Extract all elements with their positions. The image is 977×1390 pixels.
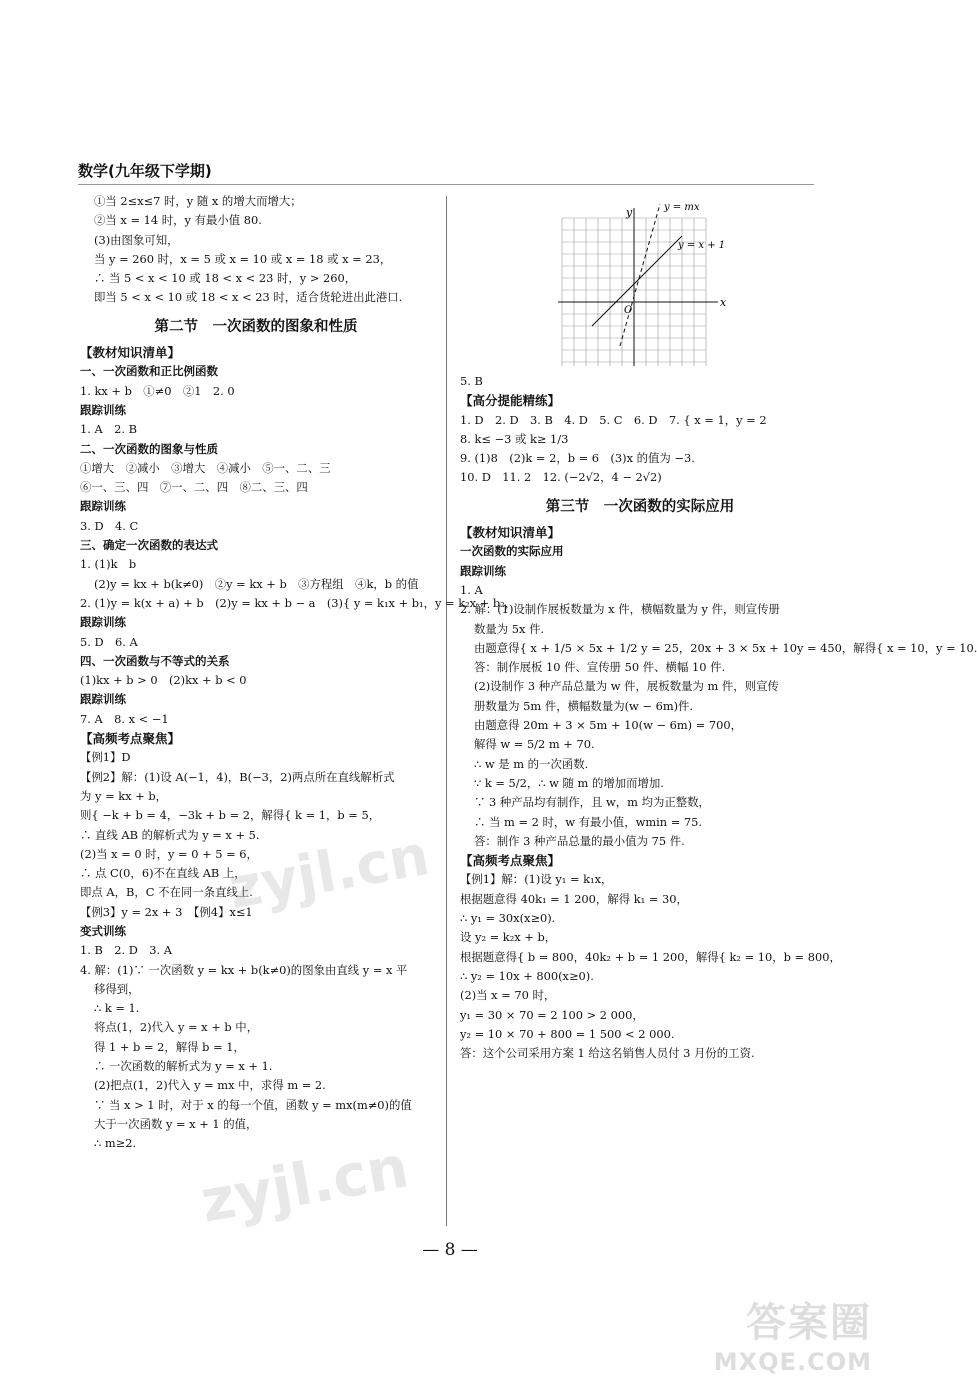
x-axis-label: x xyxy=(720,296,727,309)
text-line: y₁ = 30 × 70 = 2 100 > 2 000， xyxy=(460,1007,644,1022)
header-rule xyxy=(78,184,814,185)
text-line: 1. A 2. B xyxy=(80,422,137,437)
label-y-mx: y = mx xyxy=(664,202,700,213)
text-line: 由题意得 20m + 3 × 5m + 10(w − 6m) = 700， xyxy=(474,718,743,733)
y-axis-label: y xyxy=(626,206,633,219)
text-line: 【例2】解：(1)设 A(−1，4)，B(−3，2)两点所在直线解析式 xyxy=(80,769,395,784)
text-line: 根据题意得{ b = 800，40k₂ + b = 1 200，解得{ k₂ = 10，b = 800， xyxy=(460,949,841,964)
text-line: ∴ m≥2. xyxy=(94,1136,137,1151)
text-line: (2)y = kx + b(k≠0) ②y = kx + b ③方程组 ④k，b 的值 xyxy=(94,576,419,591)
text-line: 答：制作 3 种产品总量的最小值为 75 件. xyxy=(474,833,685,848)
label-y-x-plus-1: y = x + 1 xyxy=(678,240,726,251)
section-heading: 【高分提能精练】 xyxy=(460,393,561,409)
subheading: 二、一次函数的图象与性质 xyxy=(80,441,218,456)
text-line: ②当 x = 14 时，y 有最小值 80. xyxy=(94,213,262,228)
text-line: (2)设制作 3 种产品总量为 w 件，展板数量为 m 件，则宣传 xyxy=(474,679,779,694)
text-line: 【例3】y = 2x + 3 【例4】x≤1 xyxy=(80,904,253,919)
text-line: ∴ y₁ = 30x(x≥0). xyxy=(460,911,556,926)
text-line: 即当 5 < x < 10 或 18 < x < 23 时，适合货轮进出此港口. xyxy=(94,290,403,305)
text-line: ∴ 当 5 < x < 10 或 18 < x < 23 时，y > 260， xyxy=(94,271,357,286)
text-line: ∵ 3 种产品均有制作，且 w，m 均为正整数， xyxy=(474,795,710,810)
text-line: 1. (1)k b xyxy=(80,557,137,572)
text-line: 5. D 6. A xyxy=(80,634,138,649)
text-line: ∵ k = 5/2，∴ w 随 m 的增加而增加. xyxy=(474,775,664,790)
subheading: 跟踪训练 xyxy=(80,402,126,417)
line-y-mx xyxy=(620,204,660,346)
text-line: ∴ 直线 AB 的解析式为 y = x + 5. xyxy=(80,827,260,842)
text-line: 当 y = 260 时，x = 5 或 x = 10 或 x = 18 或 x = 23， xyxy=(94,251,392,266)
text-line: (2)把点(1，2)代入 y = mx 中，求得 m = 2. xyxy=(94,1078,326,1093)
text-line: 1. B 2. D 3. A xyxy=(80,943,172,958)
watermark-logo: 答案圈 xyxy=(746,1300,872,1346)
text-line: 根据题意得 40k₁ = 1 200，解得 k₁ = 30， xyxy=(460,891,688,906)
text-line: 【例1】D xyxy=(80,750,131,765)
column-divider xyxy=(446,196,447,1226)
text-line: 大于一次函数 y = x + 1 的值， xyxy=(94,1116,258,1131)
text-line: ∵ 当 x > 1 时，对于 x 的每一个值，函数 y = mx(m≠0)的值 xyxy=(94,1097,412,1112)
right-column xyxy=(460,192,977,1063)
text-line: 由题意得{ x + 1/5 × 5x + 1/2 y = 25，20x + 3 × 5x + 10y = 450，解得{ x = 10，y = 10. xyxy=(474,640,977,655)
text-line: 7. A 8. x < −1 xyxy=(80,711,169,726)
text-line: 1. D 2. D 3. B 4. D 5. C 6. D 7. { x = 1，y = 2 xyxy=(460,412,767,427)
text-line: ∴ w 是 m 的一次函数. xyxy=(474,756,589,771)
section-heading: 【教材知识清单】 xyxy=(80,345,181,361)
page-number: — 8 — xyxy=(422,1240,478,1260)
text-line: 1. A xyxy=(460,582,483,597)
subheading: 跟踪训练 xyxy=(80,615,126,630)
text-line: 即点 A，B，C 不在同一条直线上. xyxy=(80,885,253,900)
text-line: 得 1 + b = 2，解得 b = 1， xyxy=(94,1039,245,1054)
line-y-x-plus-1 xyxy=(592,236,682,326)
text-line: 3. D 4. C xyxy=(80,518,139,533)
text-line: ⑥一、三、四 ⑦一、二、四 ⑧二、三、四 xyxy=(80,480,308,495)
function-graph xyxy=(558,196,730,368)
text-line: 册数量为 5m 件，横幅数量为(w − 6m)件. xyxy=(474,698,694,713)
section-heading: 【高频考点聚焦】 xyxy=(460,853,561,869)
text-line: 数量为 5x 件. xyxy=(474,621,545,636)
page-header-title: 数学(九年级下学期) xyxy=(78,162,212,180)
text-line: y₂ = 10 × 70 + 800 = 1 500 < 2 000. xyxy=(460,1026,675,1041)
text-line: 将点(1，2)代入 y = x + b 中， xyxy=(94,1020,259,1035)
text-line: ①增大 ②减小 ③增大 ④减小 ⑤一、二、三 xyxy=(80,460,331,475)
text-line: (2)当 x = 0 时，y = 0 + 5 = 6， xyxy=(80,846,258,861)
text-line: 【例1】解：(1)设 y₁ = k₁x， xyxy=(460,872,613,887)
subheading: 四、一次函数与不等式的关系 xyxy=(80,653,230,668)
subheading: 跟踪训练 xyxy=(460,563,506,578)
subheading: 一、一次函数和正比例函数 xyxy=(80,364,218,379)
text-line: 则{ −k + b = 4，−3k + b = 2，解得{ k = 1，b = 5， xyxy=(80,808,381,823)
text-line: 5. B xyxy=(460,374,483,388)
text-line: ①当 2≤x≤7 时，y 随 x 的增大而增大； xyxy=(94,194,302,208)
text-line: (1)kx + b > 0 (2)kx + b < 0 xyxy=(80,673,247,688)
subheading: 跟踪训练 xyxy=(80,692,126,707)
section-heading: 【高频考点聚焦】 xyxy=(80,731,181,747)
text-line: ∴ y₂ = 10x + 800(x≥0). xyxy=(460,968,594,983)
text-line: (2)当 x = 70 时， xyxy=(460,988,556,1003)
subheading: 三、确定一次函数的表达式 xyxy=(80,538,218,553)
text-line: 2. (1)y = k(x + a) + b (2)y = kx + b − a (3){ y = k₁x + b₁，y = k₂x + b₂， xyxy=(80,595,517,610)
subheading: 跟踪训练 xyxy=(80,499,126,514)
text-line: 答：制作展板 10 件、宣传册 50 件、横幅 10 件. xyxy=(474,660,726,675)
section-title: 第三节 一次函数的实际应用 xyxy=(545,498,735,515)
text-line: 答：这个公司采用方案 1 给这名销售人员付 3 月份的工资. xyxy=(460,1046,755,1061)
origin-label: O xyxy=(624,305,633,316)
watermark-mid-2: zyjl.cn xyxy=(195,1132,414,1236)
section-heading: 【教材知识清单】 xyxy=(460,525,561,541)
text-line: 为 y = kx + b， xyxy=(80,788,168,803)
subheading: 变式训练 xyxy=(80,923,126,938)
text-line: 9. (1)8 (2)k = 2，b = 6 (3)x 的值为 −3. xyxy=(460,451,695,466)
text-line: 4. 解：(1)∵ 一次函数 y = kx + b(k≠0)的图象由直线 y = x 平 xyxy=(80,962,408,977)
text-line: ∴ 点 C(0，6)不在直线 AB 上， xyxy=(80,866,246,881)
text-line: ∴ k = 1. xyxy=(94,1001,140,1016)
text-line: (3)由图象可知， xyxy=(94,232,179,247)
text-line: 8. k≤ −3 或 k≥ 1/3 xyxy=(460,431,569,446)
text-line: 1. kx + b ①≠0 ②1 2. 0 xyxy=(80,383,235,398)
text-line: 10. D 11. 2 12. (−2√2，4 − 2√2) xyxy=(460,470,662,485)
corner-watermark xyxy=(714,1291,872,1376)
text-line: ∴ 当 m = 2 时，w 有最小值，wmin = 75. xyxy=(474,814,703,829)
watermark-site: MXQE.COM xyxy=(713,1348,872,1376)
text-line: 2. 解：(1)设制作展板数量为 x 件，横幅数量为 y 件，则宣传册 xyxy=(460,602,780,617)
subheading: 一次函数的实际应用 xyxy=(460,544,564,559)
text-line: 设 y₂ = k₂x + b， xyxy=(460,930,557,945)
watermark-mid: zyjl.cn xyxy=(223,822,434,923)
text-line: 解得 w = 5/2 m + 70. xyxy=(474,737,595,752)
section-title: 第二节 一次函数的图象和性质 xyxy=(154,318,358,335)
right-column-text xyxy=(460,372,977,1063)
text-line: 移得到， xyxy=(94,981,140,996)
text-line: ∴ 一次函数的解析式为 y = x + 1. xyxy=(94,1059,273,1074)
